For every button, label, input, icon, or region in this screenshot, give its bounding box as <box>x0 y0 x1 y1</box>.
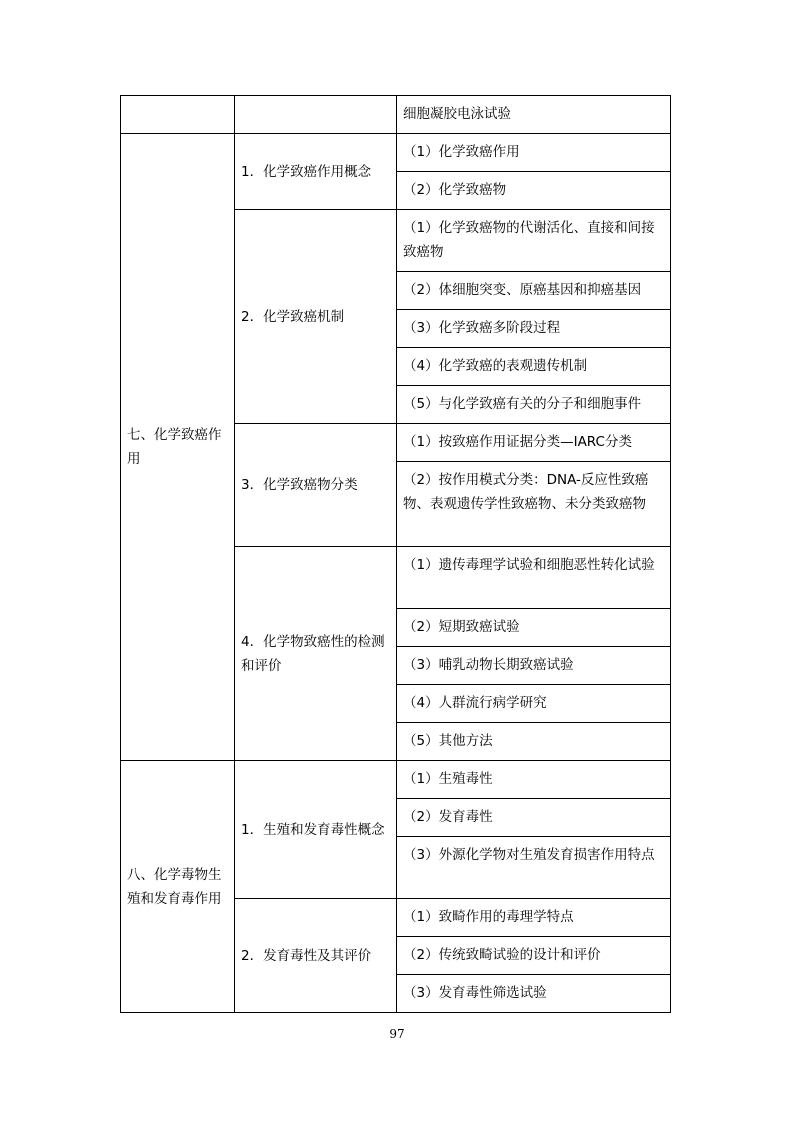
item-cell: （3）发育毒性筛选试验 <box>397 975 671 1013</box>
item-cell: 细胞凝胶电泳试验 <box>397 96 671 134</box>
syllabus-table <box>120 95 671 1013</box>
item-cell: （1）化学致癌作用 <box>397 134 671 172</box>
item-cell: （5）其他方法 <box>397 723 671 761</box>
item-cell: （2）发育毒性 <box>397 799 671 837</box>
subunit-cell: 2．发育毒性及其评价 <box>235 899 397 1013</box>
subunit-cell <box>235 96 397 134</box>
subunit-cell: 3．化学致癌物分类 <box>235 424 397 547</box>
unit-cell: 八、化学毒物生殖和发育毒作用 <box>121 761 235 1013</box>
item-cell: （4）化学致癌的表观遗传机制 <box>397 348 671 386</box>
unit-cell: 七、化学致癌作用 <box>121 134 235 761</box>
table-row <box>121 96 671 134</box>
item-cell: （3）哺乳动物长期致癌试验 <box>397 647 671 685</box>
item-cell: （2）按作用模式分类：DNA-反应性致癌物、表观遗传学性致癌物、未分类致癌物 <box>397 462 671 547</box>
item-cell: （2）体细胞突变、原癌基因和抑癌基因 <box>397 272 671 310</box>
unit-cell <box>121 96 235 134</box>
page-number: 97 <box>389 1027 405 1041</box>
item-cell: （5）与化学致癌有关的分子和细胞事件 <box>397 386 671 424</box>
item-cell: （2）传统致畸试验的设计和评价 <box>397 937 671 975</box>
item-cell: （1）致畸作用的毒理学特点 <box>397 899 671 937</box>
item-cell: （3）化学致癌多阶段过程 <box>397 310 671 348</box>
item-cell: （2）化学致癌物 <box>397 172 671 210</box>
item-cell: （4）人群流行病学研究 <box>397 685 671 723</box>
table-row <box>121 134 671 172</box>
subunit-cell: 2．化学致癌机制 <box>235 210 397 424</box>
item-cell: （1）按致癌作用证据分类—IARC分类 <box>397 424 671 462</box>
subunit-cell: 1．化学致癌作用概念 <box>235 134 397 210</box>
item-cell: （1）化学致癌物的代谢活化、直接和间接致癌物 <box>397 210 671 272</box>
item-cell: （1）生殖毒性 <box>397 761 671 799</box>
subunit-cell: 1．生殖和发育毒性概念 <box>235 761 397 899</box>
item-cell: （3）外源化学物对生殖发育损害作用特点 <box>397 837 671 899</box>
table-row <box>121 761 671 799</box>
item-cell: （1）遗传毒理学试验和细胞恶性转化试验 <box>397 547 671 609</box>
subunit-cell: 4．化学物致癌性的检测和评价 <box>235 547 397 761</box>
item-cell: （2）短期致癌试验 <box>397 609 671 647</box>
